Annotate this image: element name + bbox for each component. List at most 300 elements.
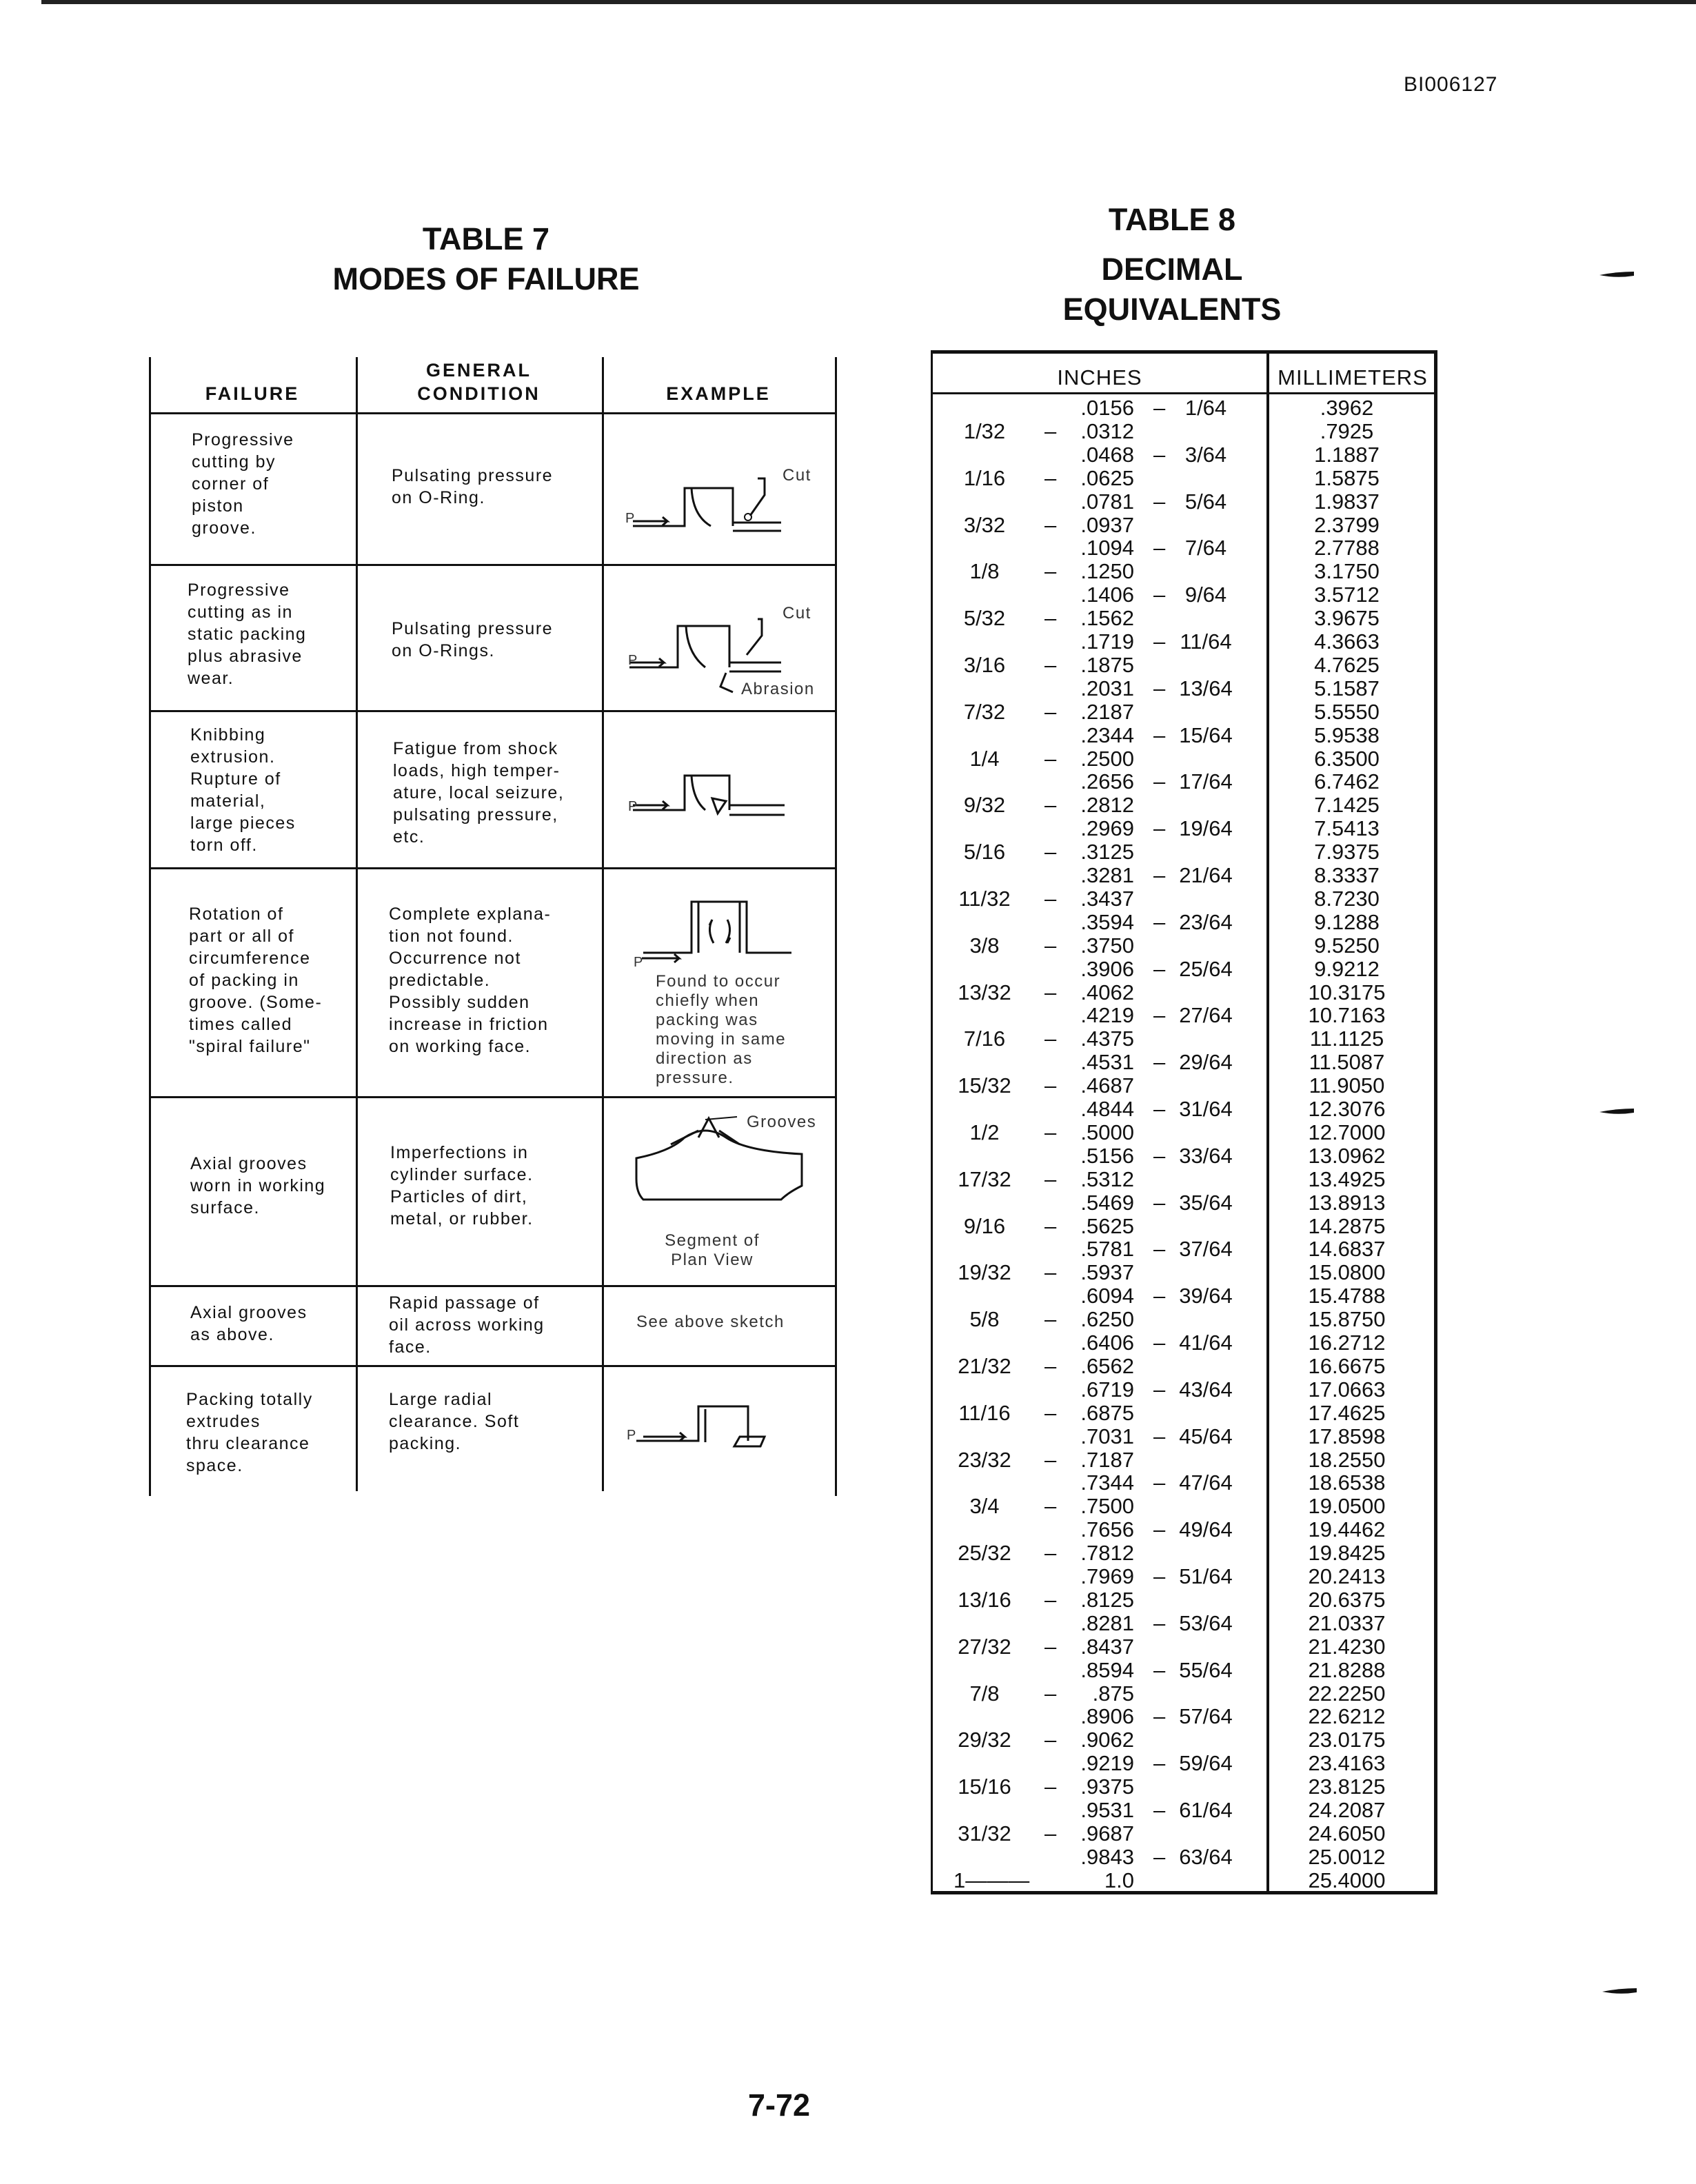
millimeters-value: 21.4230: [1308, 1634, 1386, 1659]
millimeters-value: 15.8750: [1308, 1307, 1386, 1332]
decimal-inches: .9219: [1080, 1751, 1134, 1776]
decimal-row: [933, 1518, 1434, 1541]
decimal-row: [933, 396, 1434, 420]
dash: –: [1044, 1120, 1057, 1144]
millimeters-value: 3.9675: [1314, 606, 1380, 631]
decimal-row: [933, 1051, 1434, 1074]
dash: –: [1153, 1331, 1166, 1355]
row5-example-note: Segment of Plan View: [665, 1231, 760, 1269]
fraction-64ths: 43/64: [1179, 1377, 1233, 1402]
decimal-row: [933, 1261, 1434, 1284]
millimeters-value: 23.8125: [1308, 1775, 1386, 1799]
millimeters-value: 10.3175: [1308, 980, 1386, 1004]
dash: –: [1044, 1587, 1057, 1612]
decimal-inches: .9843: [1080, 1844, 1134, 1869]
header-example: EXAMPLE: [666, 383, 771, 404]
dash: –: [1153, 956, 1166, 981]
decimal-row: [933, 630, 1434, 654]
decimal-inches: .2812: [1080, 793, 1134, 818]
fraction-32nds: 13/16: [958, 1587, 1011, 1612]
decimal-row: [933, 747, 1434, 771]
decimal-inches: .8594: [1080, 1657, 1134, 1682]
row6-example: See above sketch: [636, 1313, 785, 1331]
millimeters-value: 24.6050: [1308, 1821, 1386, 1846]
decimal-row: [933, 1869, 1434, 1892]
top-scan-edge: [41, 0, 1696, 4]
fraction-64ths: 9/64: [1184, 583, 1227, 607]
decimal-row: [933, 607, 1434, 630]
decimal-row: [933, 864, 1434, 887]
fraction-32nds: 9/32: [963, 793, 1006, 818]
decimal-row: [933, 1588, 1434, 1612]
millimeters-value: 16.2712: [1308, 1331, 1386, 1355]
row7-failure: Packing totally extrudes thru clearance space.: [186, 1390, 313, 1475]
fraction-32nds: 15/32: [958, 1073, 1011, 1098]
fraction-64ths: 19/64: [1179, 816, 1233, 841]
millimeters-value: 23.4163: [1308, 1751, 1386, 1776]
dash: –: [1044, 1353, 1057, 1378]
millimeters-value: 14.2875: [1308, 1213, 1386, 1238]
decimal-row: [933, 420, 1434, 443]
millimeters-value: 9.5250: [1314, 933, 1380, 958]
fraction-64ths: 29/64: [1179, 1050, 1233, 1075]
dash: –: [1044, 1681, 1057, 1706]
millimeters-value: 15.4788: [1308, 1284, 1386, 1308]
decimal-inches: .7812: [1080, 1541, 1134, 1566]
decimal-row: [933, 1565, 1434, 1588]
decimal-inches: .6094: [1080, 1284, 1134, 1308]
decimal-row: [933, 840, 1434, 864]
dash: –: [1153, 1377, 1166, 1402]
decimal-inches: .0156: [1080, 396, 1134, 420]
millimeters-value: 25.4000: [1308, 1868, 1386, 1892]
dash: –: [1044, 1775, 1057, 1799]
decimal-row: [933, 467, 1434, 490]
dash: –: [1153, 816, 1166, 841]
decimal-inches: .7187: [1080, 1447, 1134, 1472]
dash: –: [1153, 863, 1166, 887]
dash: –: [1044, 933, 1057, 958]
decimal-inches: .3594: [1080, 909, 1134, 934]
decimal-row: [933, 700, 1434, 724]
fraction-64ths: 45/64: [1179, 1424, 1233, 1448]
fraction-32nds: 27/32: [958, 1634, 1011, 1659]
decimal-inches: .4844: [1080, 1097, 1134, 1121]
decimal-inches: .4531: [1080, 1050, 1134, 1075]
fraction-32nds: 5/16: [963, 840, 1006, 865]
millimeters-value: 20.6375: [1308, 1587, 1386, 1612]
dash: –: [1153, 676, 1166, 700]
decimal-row: [933, 1775, 1434, 1799]
table7-col-divider: [356, 357, 358, 1491]
decimal-row: [933, 911, 1434, 934]
millimeters-value: 7.5413: [1314, 816, 1380, 841]
millimeters-value: .7925: [1320, 418, 1374, 443]
decimal-row: [933, 1799, 1434, 1822]
millimeters-value: 13.4925: [1308, 1166, 1386, 1191]
decimal-row: [933, 1378, 1434, 1402]
dash: –: [1044, 1541, 1057, 1566]
millimeters-value: 21.8288: [1308, 1657, 1386, 1682]
dash: –: [1153, 536, 1166, 560]
fraction-64ths: 11/64: [1180, 629, 1232, 654]
decimal-inches: .0625: [1080, 465, 1134, 490]
fraction-32nds: 1/4: [969, 746, 1000, 771]
table8-header-rule: [933, 392, 1434, 394]
millimeters-value: 7.9375: [1314, 840, 1380, 865]
dash: –: [1044, 652, 1057, 677]
dash: –: [1044, 512, 1057, 537]
fraction-64ths: 23/64: [1179, 909, 1233, 934]
row6-failure: Axial grooves as above.: [190, 1303, 307, 1344]
row5-condition: Imperfections in cylinder surface. Particles of dirt, metal, or rubber.: [390, 1143, 534, 1228]
row2-condition: Pulsating pressure on O-Rings.: [392, 619, 554, 660]
decimal-inches: .1250: [1080, 559, 1134, 584]
header-failure: FAILURE: [205, 383, 300, 404]
fraction-32nds: 5/8: [969, 1307, 1000, 1332]
dash: –: [1044, 840, 1057, 865]
millimeters-value: 17.0663: [1308, 1377, 1386, 1402]
fraction-64ths: 47/64: [1179, 1470, 1233, 1495]
document-id: BI006127: [1404, 73, 1498, 96]
decimal-row: [933, 1846, 1434, 1869]
dash: –: [1044, 1447, 1057, 1472]
decimal-inches: .3125: [1080, 840, 1134, 865]
header-general-condition: GENERAL CONDITION: [417, 360, 541, 404]
millimeters-value: 13.8913: [1308, 1190, 1386, 1215]
fraction-64ths: 51/64: [1179, 1564, 1233, 1588]
millimeters-value: 20.2413: [1308, 1564, 1386, 1588]
millimeters-value: 19.4462: [1308, 1517, 1386, 1542]
row2-failure: Progressive cutting as in static packing plus abrasive wear.: [188, 580, 307, 688]
decimal-row: [933, 887, 1434, 911]
decimal-inches: .8125: [1080, 1587, 1134, 1612]
millimeters-value: 11.5087: [1309, 1050, 1385, 1075]
fraction-32nds: 9/16: [963, 1213, 1006, 1238]
dash: –: [1153, 1751, 1166, 1776]
decimal-row: [933, 1144, 1434, 1168]
fraction-32nds: 7/8: [969, 1681, 1000, 1706]
decimal-inches: .8906: [1080, 1704, 1134, 1729]
millimeters-value: 8.3337: [1314, 863, 1380, 887]
decimal-inches: .0468: [1080, 442, 1134, 467]
oring-cut-sketch: [602, 412, 835, 564]
row3-condition: Fatigue from shock loads, high temper- ature, local seizure, pulsating pressure, etc.: [393, 739, 565, 847]
header-millimeters: MILLIMETERS: [1278, 365, 1428, 390]
fraction-64ths: 59/64: [1179, 1751, 1233, 1776]
dash: –: [1044, 980, 1057, 1004]
decimal-inches: .8281: [1080, 1610, 1134, 1635]
decimal-inches: .6562: [1080, 1353, 1134, 1378]
fraction-64ths: 41/64: [1179, 1331, 1233, 1355]
row2-example-sketch: Cut P Abrasion: [602, 564, 835, 710]
dash: –: [1153, 1564, 1166, 1588]
decimal-row: [933, 1612, 1434, 1635]
dash: –: [1153, 1424, 1166, 1448]
decimal-row: [933, 1237, 1434, 1261]
decimal-inches: .3750: [1080, 933, 1134, 958]
fraction-32nds: 23/32: [958, 1447, 1011, 1472]
decimal-row: [933, 490, 1434, 514]
extrusion-sketch: [602, 710, 835, 867]
decimal-row: [933, 536, 1434, 560]
decimal-row: [933, 654, 1434, 677]
decimal-row: [933, 1635, 1434, 1659]
millimeters-value: 5.1587: [1314, 676, 1380, 700]
decimal-row: [933, 1004, 1434, 1027]
dash: –: [1044, 1027, 1057, 1051]
fraction-64ths: 13/64: [1179, 676, 1233, 700]
decimal-inches: .9062: [1080, 1728, 1134, 1752]
millimeters-value: 22.2250: [1308, 1681, 1386, 1706]
decimal-row: [933, 1682, 1434, 1706]
dash: –: [1044, 1821, 1057, 1846]
decimal-row: [933, 583, 1434, 607]
page-number: 7-72: [747, 2087, 811, 2123]
decimal-row: [933, 514, 1434, 537]
fraction-32nds: 1/32: [963, 418, 1006, 443]
row7-example-sketch: P: [602, 1365, 835, 1496]
decimal-row: [933, 1355, 1434, 1378]
decimal-inches: .1406: [1080, 583, 1134, 607]
dash: –: [1044, 1073, 1057, 1098]
dash: –: [1044, 886, 1057, 911]
table7-border-right: [835, 357, 837, 1496]
millimeters-value: 21.0337: [1308, 1610, 1386, 1635]
margin-mark-icon: [1602, 1988, 1637, 1995]
dash: –: [1153, 1798, 1166, 1822]
decimal-row: [933, 1448, 1434, 1472]
fraction-64ths: 35/64: [1179, 1190, 1233, 1215]
row5-example-sketch: Grooves Segment of Plan View: [602, 1096, 835, 1285]
fraction-32nds: 31/32: [958, 1821, 1011, 1846]
dash: –: [1044, 1634, 1057, 1659]
fraction-64ths: 17/64: [1179, 769, 1233, 794]
millimeters-value: 19.0500: [1308, 1494, 1386, 1519]
decimal-inches: .5469: [1080, 1190, 1134, 1215]
decimal-inches: .5625: [1080, 1213, 1134, 1238]
millimeters-value: 2.7788: [1314, 536, 1380, 560]
decimal-row: [933, 1168, 1434, 1191]
dash: –: [1153, 1050, 1166, 1075]
table8-title-number: TABLE 8: [1108, 202, 1236, 237]
decimal-row: [933, 934, 1434, 958]
decimal-row: [933, 958, 1434, 981]
decimal-row: [933, 1705, 1434, 1728]
row4-example-sketch: P Found to occur chiefly when packing was moving in same direction as pressure.: [602, 867, 835, 1096]
dash: –: [1153, 909, 1166, 934]
dash: –: [1153, 1610, 1166, 1635]
decimal-row: [933, 1402, 1434, 1425]
decimal-inches: .2187: [1080, 699, 1134, 724]
fraction-32nds: 1/16: [963, 465, 1006, 490]
fraction-32nds: 29/32: [958, 1728, 1011, 1752]
row3-example-sketch: P: [602, 710, 835, 867]
millimeters-value: 6.3500: [1314, 746, 1380, 771]
dash: –: [1153, 629, 1166, 654]
millimeters-value: 10.7163: [1308, 1003, 1386, 1028]
fraction-32nds: 7/16: [963, 1027, 1006, 1051]
millimeters-value: 22.6212: [1308, 1704, 1386, 1729]
decimal-inches: .3906: [1080, 956, 1134, 981]
millimeters-value: 15.0800: [1308, 1260, 1386, 1285]
fraction-64ths: 61/64: [1179, 1798, 1233, 1822]
millimeters-value: 7.1425: [1314, 793, 1380, 818]
decimal-row: [933, 1425, 1434, 1448]
header-inches: INCHES: [1057, 365, 1142, 390]
dash: –: [1044, 699, 1057, 724]
decimal-inches: .3437: [1080, 886, 1134, 911]
decimal-inches: .2656: [1080, 769, 1134, 794]
dash: –: [1044, 418, 1057, 443]
dash: –: [1153, 1517, 1166, 1542]
decimal-row: [933, 1541, 1434, 1565]
fraction-64ths: 1/64: [1184, 396, 1227, 420]
millimeters-value: 14.6837: [1308, 1237, 1386, 1262]
decimal-inches: .5312: [1080, 1166, 1134, 1191]
fraction-32nds: 1/2: [969, 1120, 1000, 1144]
decimal-inches: .8437: [1080, 1634, 1134, 1659]
decimal-inches: .5781: [1080, 1237, 1134, 1262]
decimal-inches: .7656: [1080, 1517, 1134, 1542]
decimal-inches: .7031: [1080, 1424, 1134, 1448]
dash: –: [1153, 1844, 1166, 1869]
millimeters-value: 11.9050: [1309, 1073, 1385, 1098]
dash: –: [1044, 1166, 1057, 1191]
millimeters-value: 19.8425: [1308, 1541, 1386, 1566]
margin-mark-icon: [1599, 272, 1634, 279]
decimal-row: [933, 817, 1434, 840]
decimal-inches: .0937: [1080, 512, 1134, 537]
millimeters-value: 4.3663: [1314, 629, 1380, 654]
fraction-64ths: 37/64: [1179, 1237, 1233, 1262]
decimal-inches: .2969: [1080, 816, 1134, 841]
decimal-row: [933, 1331, 1434, 1355]
fraction-64ths: 3/64: [1184, 442, 1227, 467]
fraction-32nds: 3/4: [969, 1494, 1000, 1519]
row4-failure: Rotation of part or all of circumference of packing in groove. (Some- times called "spiral failure": [189, 904, 323, 1056]
millimeters-value: 5.9538: [1314, 722, 1380, 747]
decimal-inches: .7500: [1080, 1494, 1134, 1519]
fraction-64ths: 55/64: [1179, 1657, 1233, 1682]
decimal-inches: .3281: [1080, 863, 1134, 887]
row4-example-note: Found to occur chiefly when packing was moving in same direction as pressure.: [656, 972, 787, 1087]
row1-condition: Pulsating pressure on O-Ring.: [392, 466, 554, 507]
dash: –: [1153, 1237, 1166, 1262]
fraction-64ths: 25/64: [1179, 956, 1233, 981]
millimeters-value: 1.9837: [1314, 489, 1380, 514]
fraction-32nds: 3/32: [963, 512, 1006, 537]
decimal-row: [933, 677, 1434, 700]
decimal-inches: .6875: [1080, 1400, 1134, 1425]
fraction-32nds: 15/16: [958, 1775, 1011, 1799]
dash: –: [1153, 489, 1166, 514]
fraction-64ths: 7/64: [1184, 536, 1227, 560]
table8-title: [993, 200, 1351, 330]
millimeters-value: .3962: [1320, 396, 1374, 420]
millimeters-value: 25.0012: [1308, 1844, 1386, 1869]
dash: –: [1044, 1400, 1057, 1425]
row7-condition: Large radial clearance. Soft packing.: [389, 1390, 520, 1453]
decimal-inches: .0312: [1080, 418, 1134, 443]
fraction-64ths: 63/64: [1179, 1844, 1233, 1869]
fraction-32nds: 5/32: [963, 606, 1006, 631]
decimal-inches: .0781: [1080, 489, 1134, 514]
decimal-row: [933, 1191, 1434, 1215]
decimal-inches: .9375: [1080, 1775, 1134, 1799]
fraction-32nds: 21/32: [958, 1353, 1011, 1378]
decimal-inches: .4687: [1080, 1073, 1134, 1098]
decimal-inches: .5937: [1080, 1260, 1134, 1285]
dash: –: [1153, 1704, 1166, 1729]
millimeters-value: 12.3076: [1308, 1097, 1386, 1121]
decimal-row: [933, 793, 1434, 817]
decimal-row: [933, 1471, 1434, 1495]
row3-failure: Knibbing extrusion. Rupture of material, large pieces torn off.: [190, 725, 296, 855]
decimal-inches: .9531: [1080, 1798, 1134, 1822]
decimal-row: [933, 1215, 1434, 1238]
decimal-row: [933, 560, 1434, 583]
decimal-inches: .5156: [1080, 1143, 1134, 1168]
decimal-row: [933, 1822, 1434, 1846]
decimal-row: [933, 981, 1434, 1004]
fraction-32nds: 13/32: [958, 980, 1011, 1004]
decimal-row: [933, 1728, 1434, 1752]
decimal-inches: .1094: [1080, 536, 1134, 560]
decimal-row: [933, 724, 1434, 747]
dash: –: [1153, 1143, 1166, 1168]
millimeters-value: 17.8598: [1308, 1424, 1386, 1448]
dash: –: [1044, 1213, 1057, 1238]
row4-condition: Complete explana- tion not found. Occurrence not predictable. Possibly sudden increase in friction on working face.: [389, 904, 552, 1056]
millimeters-value: 3.1750: [1314, 559, 1380, 584]
millimeters-value: 18.6538: [1308, 1470, 1386, 1495]
row6-condition: Rapid passage of oil across working face.: [389, 1293, 545, 1357]
decimal-inches: .4375: [1080, 1027, 1134, 1051]
fraction-64ths: 39/64: [1179, 1284, 1233, 1308]
dash: –: [1044, 465, 1057, 490]
fraction-64ths: 53/64: [1179, 1610, 1233, 1635]
decimal-inches: .4062: [1080, 980, 1134, 1004]
fraction-64ths: 15/64: [1179, 722, 1233, 747]
dash: –: [1153, 1190, 1166, 1215]
decimal-inches: .875: [1092, 1681, 1134, 1706]
dash: –: [1153, 1097, 1166, 1121]
decimal-inches: .4219: [1080, 1003, 1134, 1028]
table8-title-line2: DECIMAL: [1101, 252, 1243, 287]
decimal-inches: .6406: [1080, 1331, 1134, 1355]
fraction-64ths: 31/64: [1179, 1097, 1233, 1121]
dash: –: [1044, 1728, 1057, 1752]
millimeters-value: 9.1288: [1314, 909, 1380, 934]
millimeters-value: 3.5712: [1314, 583, 1380, 607]
dash: –: [1153, 1003, 1166, 1028]
dash: –: [1044, 746, 1057, 771]
table7-border-left: [149, 357, 151, 1496]
dash: –: [1153, 1284, 1166, 1308]
fraction-32nds: 3/16: [963, 652, 1006, 677]
millimeters-value: 12.7000: [1308, 1120, 1386, 1144]
millimeters-value: 11.1125: [1309, 1027, 1384, 1051]
row1-example-sketch: Cut P: [602, 412, 835, 564]
fraction-64ths: 5/64: [1184, 489, 1227, 514]
millimeters-value: 5.5550: [1314, 699, 1380, 724]
millimeters-value: 1.1887: [1314, 442, 1380, 467]
millimeters-value: 2.3799: [1314, 512, 1380, 537]
fraction-64ths: 21/64: [1179, 863, 1233, 887]
fraction-32nds: 25/32: [958, 1541, 1011, 1566]
row1-failure: Progressive cutting by corner of piston groove.: [192, 430, 294, 538]
